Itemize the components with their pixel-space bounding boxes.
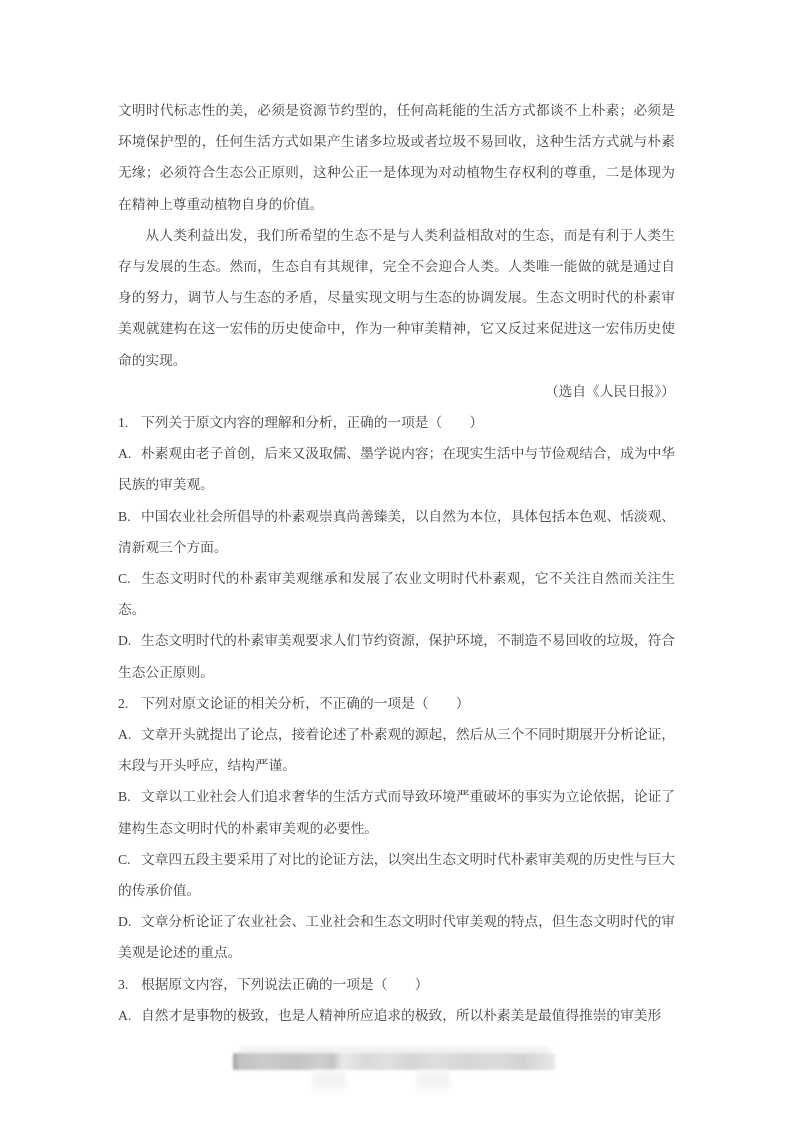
option-a-label: A.: [118, 1007, 132, 1023]
option-a-label: A.: [118, 727, 132, 743]
option-a-label: A.: [118, 446, 132, 462]
watermark-ghost: [416, 1071, 450, 1089]
question-2-stem: [118, 688, 675, 719]
question-2-option-c: [118, 844, 675, 906]
option-c-text: 生态文明时代的朴素审美观继承和发展了农业文明时代朴素观，它不关注自然而关注生态。: [118, 571, 675, 618]
question-1-number: 1.: [118, 415, 129, 431]
question-3-option-a: [118, 1000, 675, 1031]
question-1-option-d: [118, 625, 675, 687]
option-c-label: C.: [118, 571, 131, 587]
option-c-label: C.: [118, 851, 131, 867]
question-2-stem-text: 下列对原文论证的相关分析，不正确的一项是（ ）: [141, 695, 470, 711]
option-c-text: 文章四五段主要采用了对比的论证方法，以突出生态文明时代朴素审美观的历史性与巨大的传承价值。: [118, 851, 675, 899]
question-2: [118, 688, 675, 969]
option-b-label: B.: [118, 789, 131, 805]
question-1-stem: [118, 407, 675, 438]
watermark-ghost: [312, 1071, 346, 1089]
option-d-text: 生态文明时代的朴素审美观要求人们节约资源，保护环境，不制造不易回收的垃圾，符合生态公正原则。: [118, 633, 675, 680]
blurred-watermark: [233, 1053, 555, 1070]
source-attribution: （选自《人民日报》）: [544, 383, 675, 399]
question-3-number: 3.: [118, 976, 129, 992]
option-b-text: 文章以工业社会人们追求奢华的生活方式而导致环境严重破坏的事实为立论依据，论证了建构生态文明时代的朴素审美观的必要性。: [118, 789, 675, 836]
question-1-option-c: [118, 563, 675, 625]
question-3: [118, 969, 675, 1031]
body-paragraph: 从人类利益出发，我们所希望的生态不是与人类利益相敌对的生态，而是有利于人类生存与发展的生态。然而，生态自有其规律，完全不会迎合人类。人类唯一能做的就是通过自身的努力，调节人与生态的矛盾，尽量实现文明与生态的协调发展。生态文明时代的朴素审美观就建构在这一宏伟的历史使命中，作为一种审美精神，它又反过来促进这一宏伟历史使命的实现。: [118, 227, 675, 368]
option-d-label: D.: [118, 633, 132, 649]
document-body: [118, 95, 675, 1031]
option-b-text: 中国农业社会所倡导的朴素观崇真尚善臻美，以自然为本位，具体包括本色观、恬淡观、清新观三个方面。: [118, 508, 675, 555]
option-d-text: 文章分析论证了农业社会、工业社会和生态文明时代审美观的特点，但生态文明时代的审美观是论述的重点。: [118, 914, 675, 961]
question-1-option-b: [118, 501, 675, 563]
question-1-option-a: [118, 438, 675, 500]
question-2-option-b: [118, 781, 675, 843]
option-a-text: 文章开头就提出了论点，接着论述了朴素观的源起，然后从三个不同时期展开分析论证，末段与开头呼应，结构严谨。: [118, 727, 675, 774]
option-a-text: 自然才是事物的极致，也是人精神所应追求的极致，所以朴素美是最值得推崇的审美形: [141, 1007, 662, 1023]
question-1-stem-text: 下列关于原文内容的理解和分析，正确的一项是（ ）: [141, 415, 484, 431]
option-a-text: 朴素观由老子首创，后来又汲取儒、墨学说内容；在现实生活中与节俭观结合，成为中华民族的审美观。: [118, 446, 675, 493]
question-2-option-a: [118, 719, 675, 781]
question-3-stem: [118, 969, 675, 1000]
question-3-stem-text: 根据原文内容，下列说法正确的一项是（ ）: [141, 976, 429, 992]
question-1: [118, 407, 675, 688]
question-2-option-d: [118, 906, 675, 968]
question-2-number: 2.: [118, 695, 129, 711]
option-d-label: D.: [118, 914, 132, 930]
option-b-label: B.: [118, 508, 131, 524]
body-paragraph: 文明时代标志性的美，必须是资源节约型的，任何高耗能的生活方式都谈不上朴素；必须是环境保护型的，任何生活方式如果产生诸多垃圾或者垃圾不易回收，这种生活方式就与朴素无缘；必须符合生态公正原则，这种公正一是体现为对动植物生存权利的尊重，二是体现为在精神上尊重动植物自身的价值。: [118, 103, 675, 212]
